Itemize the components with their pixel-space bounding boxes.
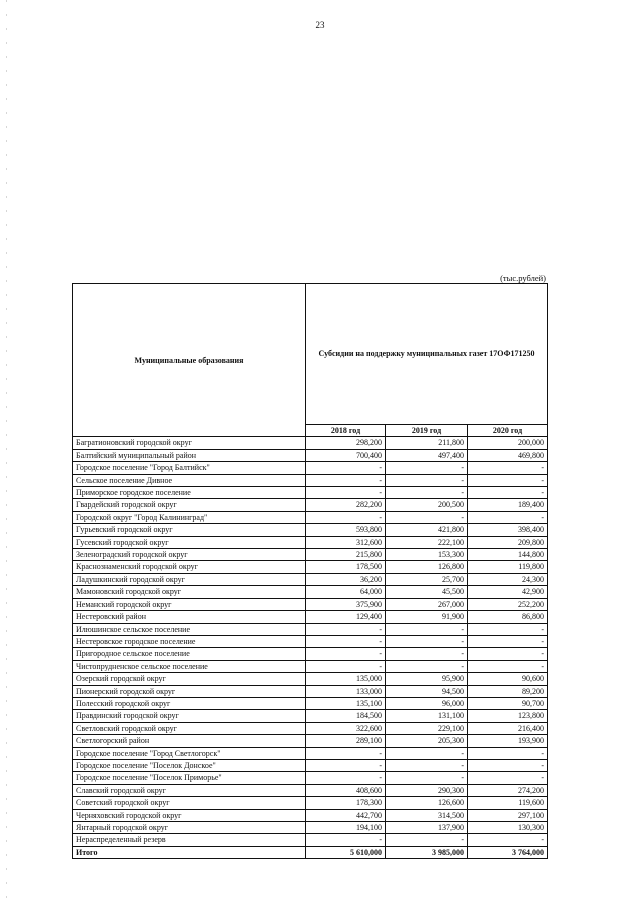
subsidy-value-2019: 45,500 (386, 586, 468, 598)
table-row (73, 772, 548, 784)
subsidy-value-2019: 96,000 (386, 697, 468, 709)
subsidy-value-2018: 322,600 (306, 722, 386, 734)
table-row (73, 822, 548, 834)
subsidy-value-2020: - (468, 474, 548, 486)
table-row (73, 561, 548, 573)
subsidy-value-2019: 126,800 (386, 561, 468, 573)
subsidy-value-2020: 144,800 (468, 549, 548, 561)
table-row (73, 834, 548, 846)
municipality-name: Краснознаменский городской округ (73, 561, 306, 573)
subsidy-value-2019: 200,500 (386, 499, 468, 511)
table-row (73, 660, 548, 672)
subsidy-value-2019: - (386, 487, 468, 499)
subsidy-value-2020: 398,400 (468, 524, 548, 536)
subsidy-value-2020: - (468, 747, 548, 759)
subsidy-value-2019: 25,700 (386, 573, 468, 585)
table-row (73, 549, 548, 561)
subsidy-value-2020: 90,700 (468, 697, 548, 709)
subsidy-value-2020: 42,900 (468, 586, 548, 598)
subsidy-table (72, 283, 548, 859)
table-row (73, 586, 548, 598)
table-row (73, 437, 548, 449)
municipality-name: Городское поселение "Поселок Приморье" (73, 772, 306, 784)
municipality-name: Светловский городской округ (73, 722, 306, 734)
subsidy-value-2020: 119,600 (468, 797, 548, 809)
total-label: Итого (73, 846, 306, 858)
subsidy-value-2018: 408,600 (306, 784, 386, 796)
subsidy-value-2018: 184,500 (306, 710, 386, 722)
subsidy-value-2020: - (468, 635, 548, 647)
subsidy-value-2020: 86,800 (468, 611, 548, 623)
header-municipalities: Муниципальные образования (73, 284, 306, 437)
subsidy-value-2020: - (468, 759, 548, 771)
subsidy-value-2018: - (306, 772, 386, 784)
subsidy-value-2019: 267,000 (386, 598, 468, 610)
table-row (73, 797, 548, 809)
subsidy-value-2020: 193,900 (468, 735, 548, 747)
table-row (73, 499, 548, 511)
subsidy-value-2019: - (386, 635, 468, 647)
subsidy-value-2018: 133,000 (306, 685, 386, 697)
subsidy-value-2020: 24,300 (468, 573, 548, 585)
subsidy-value-2018: 312,600 (306, 536, 386, 548)
subsidy-value-2020: - (468, 772, 548, 784)
subsidy-value-2020: 274,200 (468, 784, 548, 796)
subsidy-value-2018: - (306, 462, 386, 474)
subsidy-value-2019: 95,900 (386, 673, 468, 685)
subsidy-value-2020: - (468, 660, 548, 672)
municipality-name: Нераспределенный резерв (73, 834, 306, 846)
binding-margin-marks (6, 0, 7, 905)
subsidy-value-2020: 216,400 (468, 722, 548, 734)
subsidy-value-2019: - (386, 511, 468, 523)
table-row (73, 747, 548, 759)
subsidy-value-2019: - (386, 834, 468, 846)
subsidy-value-2018: 298,200 (306, 437, 386, 449)
municipality-name: Полесский городской округ (73, 697, 306, 709)
municipality-name: Светлогорский район (73, 735, 306, 747)
subsidy-value-2019: - (386, 759, 468, 771)
subsidy-value-2019: 91,900 (386, 611, 468, 623)
municipality-name: Нестеровское городское поселение (73, 635, 306, 647)
subsidy-value-2018: - (306, 511, 386, 523)
municipality-name: Городское поселение "Город Балтийск" (73, 462, 306, 474)
subsidy-value-2020: 89,200 (468, 685, 548, 697)
table-row (73, 611, 548, 623)
subsidy-value-2018: 194,100 (306, 822, 386, 834)
subsidy-value-2018: - (306, 623, 386, 635)
subsidy-value-2019: 314,500 (386, 809, 468, 821)
municipality-name: Чистопрудненское сельское поселение (73, 660, 306, 672)
subsidy-value-2018: 129,400 (306, 611, 386, 623)
table-row (73, 635, 548, 647)
municipality-name: Городской округ "Город Калининград" (73, 511, 306, 523)
subsidy-value-2019: - (386, 648, 468, 660)
subsidy-value-2019: 229,100 (386, 722, 468, 734)
municipality-name: Зеленоградский городской округ (73, 549, 306, 561)
municipality-name: Гусевский городской округ (73, 536, 306, 548)
subsidy-value-2020: 189,400 (468, 499, 548, 511)
total-value-2018: 5 610,000 (306, 846, 386, 858)
table-row (73, 573, 548, 585)
subsidy-value-2019: 131,100 (386, 710, 468, 722)
subsidy-value-2018: 178,300 (306, 797, 386, 809)
municipality-name: Правдинский городской округ (73, 710, 306, 722)
subsidy-value-2018: - (306, 648, 386, 660)
subsidy-value-2019: - (386, 747, 468, 759)
table-row (73, 598, 548, 610)
subsidy-value-2019: 421,800 (386, 524, 468, 536)
subsidy-value-2019: 497,400 (386, 449, 468, 461)
subsidy-value-2018: - (306, 660, 386, 672)
table-row (73, 809, 548, 821)
table-row (73, 449, 548, 461)
municipality-name: Пригородное сельское поселение (73, 648, 306, 660)
subsidy-value-2020: - (468, 834, 548, 846)
subsidy-value-2018: 593,800 (306, 524, 386, 536)
subsidy-value-2019: - (386, 660, 468, 672)
subsidy-value-2018: - (306, 487, 386, 499)
table-row (73, 474, 548, 486)
municipality-name: Ладушкинский городской округ (73, 573, 306, 585)
table-row (73, 648, 548, 660)
municipality-name: Озерский городской округ (73, 673, 306, 685)
subsidy-value-2018: 135,000 (306, 673, 386, 685)
subsidy-value-2020: 469,800 (468, 449, 548, 461)
table-row (73, 697, 548, 709)
header-year-2020: 2020 год (468, 425, 548, 437)
municipality-name: Нестеровский район (73, 611, 306, 623)
table-row (73, 487, 548, 499)
units-label: (тыс.рублей) (500, 273, 546, 283)
municipality-name: Гурьевский городской округ (73, 524, 306, 536)
municipality-name: Мамоновский городской округ (73, 586, 306, 598)
subsidy-value-2018: 442,700 (306, 809, 386, 821)
table-row (73, 722, 548, 734)
subsidy-value-2019: 94,500 (386, 685, 468, 697)
table-row (73, 462, 548, 474)
municipality-name: Гвардейский городской округ (73, 499, 306, 511)
subsidy-value-2018: - (306, 635, 386, 647)
total-value-2019: 3 985,000 (386, 846, 468, 858)
subsidy-value-2019: 290,300 (386, 784, 468, 796)
subsidy-value-2019: - (386, 462, 468, 474)
municipality-name: Балтийский муниципальный район (73, 449, 306, 461)
table-row (73, 685, 548, 697)
subsidy-value-2020: 123,800 (468, 710, 548, 722)
table-row (73, 735, 548, 747)
municipality-name: Неманский городской округ (73, 598, 306, 610)
table-row (73, 511, 548, 523)
header-year-2018: 2018 год (306, 425, 386, 437)
subsidy-value-2018: 282,200 (306, 499, 386, 511)
subsidy-value-2019: 222,100 (386, 536, 468, 548)
subsidy-value-2020: 130,300 (468, 822, 548, 834)
table-row (73, 784, 548, 796)
subsidy-value-2019: 126,600 (386, 797, 468, 809)
table-row (73, 673, 548, 685)
municipality-name: Советский городской округ (73, 797, 306, 809)
subsidy-value-2018: 700,400 (306, 449, 386, 461)
subsidy-value-2020: 119,800 (468, 561, 548, 573)
subsidy-value-2018: 178,500 (306, 561, 386, 573)
subsidy-value-2018: - (306, 474, 386, 486)
subsidy-value-2020: - (468, 462, 548, 474)
subsidy-value-2018: 135,100 (306, 697, 386, 709)
table-total-row (73, 846, 548, 858)
subsidy-value-2020: - (468, 511, 548, 523)
subsidy-value-2019: 153,300 (386, 549, 468, 561)
municipality-name: Сельское поселение Дивное (73, 474, 306, 486)
subsidy-value-2018: 215,800 (306, 549, 386, 561)
subsidy-value-2020: 200,000 (468, 437, 548, 449)
municipality-name: Пионерский городской округ (73, 685, 306, 697)
header-subsidy-group: Субсидии на поддержку муниципальных газет 17ОФ171250 (306, 284, 548, 425)
subsidy-value-2020: 252,200 (468, 598, 548, 610)
subsidy-value-2019: 137,900 (386, 822, 468, 834)
subsidy-value-2018: 289,100 (306, 735, 386, 747)
municipality-name: Багратионовский городской округ (73, 437, 306, 449)
subsidy-value-2019: - (386, 623, 468, 635)
subsidy-value-2020: - (468, 623, 548, 635)
total-value-2020: 3 764,000 (468, 846, 548, 858)
header-year-2019: 2019 год (386, 425, 468, 437)
subsidy-value-2018: 64,000 (306, 586, 386, 598)
table-row (73, 536, 548, 548)
subsidy-value-2018: - (306, 747, 386, 759)
subsidy-value-2019: - (386, 772, 468, 784)
municipality-name: Городское поселение "Поселок Донское" (73, 759, 306, 771)
municipality-name: Илюшинское сельское поселение (73, 623, 306, 635)
municipality-name: Янтарный городской округ (73, 822, 306, 834)
subsidy-value-2018: 375,900 (306, 598, 386, 610)
municipality-name: Городское поселение "Город Светлогорск" (73, 747, 306, 759)
table-row (73, 759, 548, 771)
municipality-name: Приморское городское поселение (73, 487, 306, 499)
subsidy-value-2020: - (468, 487, 548, 499)
subsidy-value-2018: - (306, 759, 386, 771)
subsidy-value-2019: 211,800 (386, 437, 468, 449)
subsidy-value-2018: - (306, 834, 386, 846)
subsidy-value-2020: 297,100 (468, 809, 548, 821)
table-row (73, 524, 548, 536)
subsidy-value-2019: 205,300 (386, 735, 468, 747)
table-row (73, 623, 548, 635)
table-row (73, 710, 548, 722)
subsidy-value-2019: - (386, 474, 468, 486)
municipality-name: Славский городской округ (73, 784, 306, 796)
page-number: 23 (315, 20, 325, 30)
subsidy-value-2020: - (468, 648, 548, 660)
subsidy-value-2018: 36,200 (306, 573, 386, 585)
municipality-name: Черняховский городской округ (73, 809, 306, 821)
subsidy-value-2020: 209,800 (468, 536, 548, 548)
subsidy-value-2020: 90,600 (468, 673, 548, 685)
table-body (73, 437, 548, 859)
